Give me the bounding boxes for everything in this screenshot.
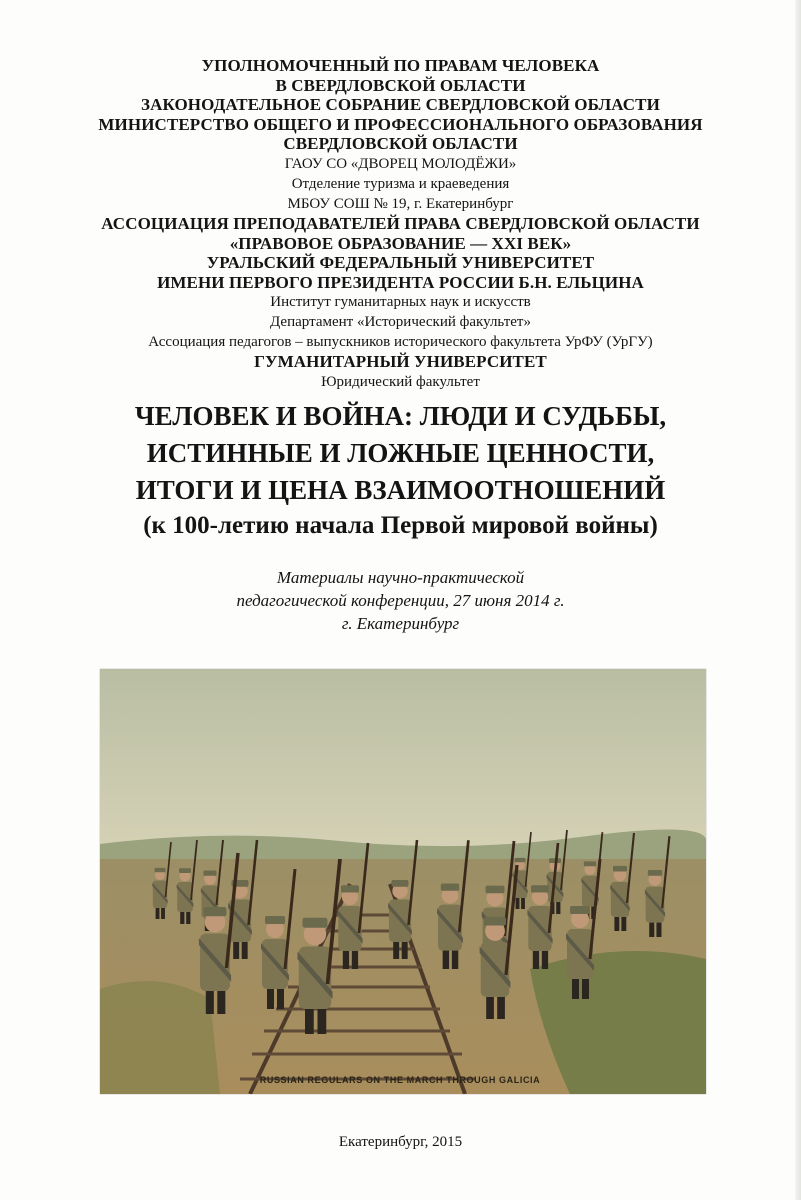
organization-line: ИМЕНИ ПЕРВОГО ПРЕЗИДЕНТА РОССИИ Б.Н. ЕЛЬЦИНА — [157, 272, 644, 292]
organization-line: УРАЛЬСКИЙ ФЕДЕРАЛЬНЫЙ УНИВЕРСИТЕТ — [206, 253, 595, 273]
organization-line: «ПРАВОВОЕ ОБРАЗОВАНИЕ — XXI ВЕК» — [229, 233, 572, 253]
materials-line-3: г. Екатеринбург — [341, 614, 460, 633]
scan-edge — [795, 0, 801, 1200]
conference-materials — [0, 566, 801, 635]
organization-line: МБОУ СОШ № 19, г. Екатеринбург — [287, 195, 514, 212]
photo-sky — [100, 669, 706, 859]
materials-line-1: Материалы научно-практической — [276, 568, 525, 587]
title-line-1: ЧЕЛОВЕК И ВОЙНА: ЛЮДИ И СУДЬБЫ, — [134, 401, 667, 431]
organization-line: Отделение туризма и краеведения — [291, 175, 510, 192]
title-subtitle: (к 100-летию начала Первой мировой войны) — [143, 512, 658, 539]
organization-line: Институт гуманитарных наук и искусств — [270, 294, 531, 311]
organization-line: Ассоциация педагогов – выпускников исторического факультета УрФУ (УрГУ) — [148, 334, 653, 351]
organization-line: ЗАКОНОДАТЕЛЬНОЕ СОБРАНИЕ СВЕРДЛОВСКОЙ ОБЛАСТИ — [141, 95, 660, 115]
organization-line: МИНИСТЕРСТВО ОБЩЕГО И ПРОФЕССИОНАЛЬНОГО ОБРАЗОВАНИЯ — [98, 114, 703, 134]
organization-line: СВЕРДЛОВСКОЙ ОБЛАСТИ — [283, 134, 518, 154]
title-line-3: ИТОГИ И ЦЕНА ВЗАИМООТНОШЕНИЙ — [135, 475, 666, 505]
photo-grass-left — [100, 981, 220, 1094]
organization-line: Департамент «Исторический факультет» — [270, 314, 531, 331]
organization-line: Юридический факультет — [321, 373, 480, 390]
organization-line: ГУМАНИТАРНЫЙ УНИВЕРСИТЕТ — [254, 352, 547, 372]
organization-line: ГАОУ СО «ДВОРЕЦ МОЛОДЁЖИ» — [284, 155, 517, 172]
title-line-2: ИСТИННЫЕ И ЛОЖНЫЕ ЦЕННОСТИ, — [146, 438, 655, 468]
photo-caption: RUSSIAN REGULARS ON THE MARCH THROUGH GALICIA — [259, 1075, 541, 1085]
title-block — [0, 398, 801, 543]
organizations-list — [0, 56, 801, 392]
publication-place-year: Екатеринбург, 2015 — [338, 1134, 463, 1150]
materials-line-2: педагогической конференции, 27 июня 2014 г. — [236, 591, 565, 610]
organization-line: АССОЦИАЦИЯ ПРЕПОДАВАТЕЛЕЙ ПРАВА СВЕРДЛОВСКОЙ ОБЛАСТИ — [101, 213, 700, 233]
organization-line: В СВЕРДЛОВСКОЙ ОБЛАСТИ — [275, 75, 526, 95]
organization-line: УПОЛНОМОЧЕННЫЙ ПО ПРАВАМ ЧЕЛОВЕКА — [201, 56, 600, 75]
cover-photo — [100, 669, 706, 1094]
